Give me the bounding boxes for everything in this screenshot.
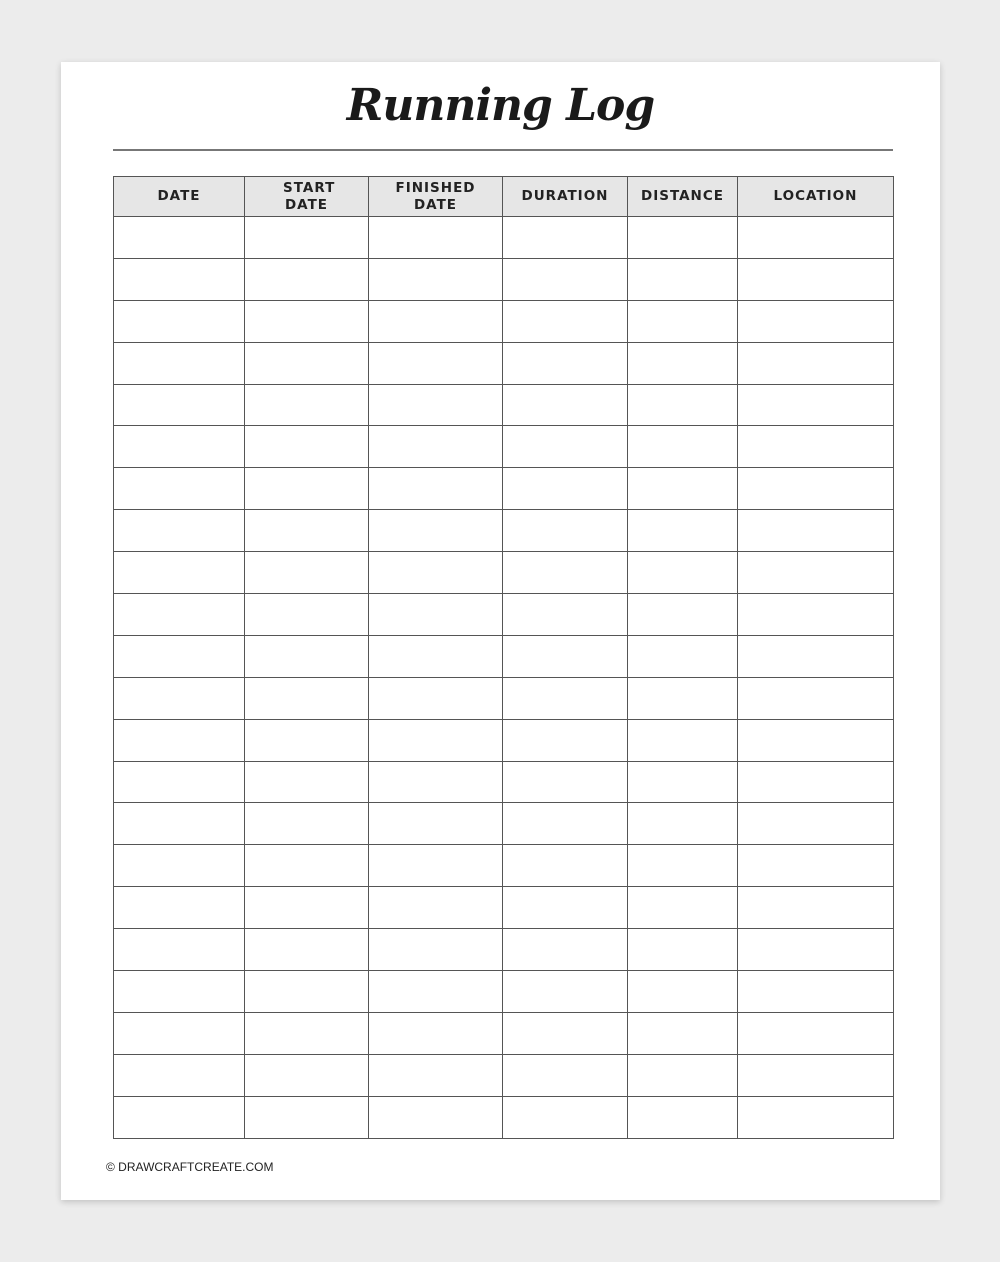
table-cell[interactable] bbox=[503, 929, 628, 971]
table-row bbox=[114, 887, 894, 929]
table-cell[interactable] bbox=[738, 342, 894, 384]
table-cell[interactable] bbox=[245, 635, 369, 677]
table-cell[interactable] bbox=[245, 845, 369, 887]
table-cell[interactable] bbox=[738, 384, 894, 426]
table-cell[interactable] bbox=[369, 635, 503, 677]
table-cell[interactable] bbox=[245, 677, 369, 719]
table-cell[interactable] bbox=[369, 217, 503, 259]
table-cell[interactable] bbox=[114, 342, 245, 384]
table-cell[interactable] bbox=[738, 887, 894, 929]
table-cell[interactable] bbox=[738, 217, 894, 259]
table-cell[interactable] bbox=[245, 887, 369, 929]
column-header-finished-date: FINISHED DATE bbox=[369, 177, 503, 217]
table-cell[interactable] bbox=[628, 217, 738, 259]
table-cell[interactable] bbox=[503, 1054, 628, 1096]
table-cell[interactable] bbox=[503, 1096, 628, 1138]
table-cell[interactable] bbox=[369, 342, 503, 384]
table-cell[interactable] bbox=[369, 1012, 503, 1054]
table-cell[interactable] bbox=[503, 426, 628, 468]
table-cell[interactable] bbox=[738, 971, 894, 1013]
table-cell[interactable] bbox=[114, 552, 245, 594]
table-row bbox=[114, 384, 894, 426]
table-cell[interactable] bbox=[503, 971, 628, 1013]
table-cell[interactable] bbox=[114, 803, 245, 845]
table-row bbox=[114, 761, 894, 803]
table-cell[interactable] bbox=[245, 384, 369, 426]
table-cell[interactable] bbox=[503, 677, 628, 719]
table-cell[interactable] bbox=[369, 803, 503, 845]
running-log-table bbox=[113, 176, 894, 1139]
title-divider bbox=[113, 149, 893, 151]
table-cell[interactable] bbox=[628, 1012, 738, 1054]
table-cell[interactable] bbox=[503, 761, 628, 803]
table-cell[interactable] bbox=[628, 1054, 738, 1096]
table-cell[interactable] bbox=[369, 677, 503, 719]
column-header-date: DATE bbox=[114, 177, 245, 217]
table-cell[interactable] bbox=[628, 594, 738, 636]
table-cell[interactable] bbox=[628, 929, 738, 971]
page-title: Running Log bbox=[346, 80, 655, 131]
table-cell[interactable] bbox=[738, 719, 894, 761]
table-cell[interactable] bbox=[245, 1054, 369, 1096]
table-cell[interactable] bbox=[369, 1096, 503, 1138]
table-cell[interactable] bbox=[628, 426, 738, 468]
table-cell[interactable] bbox=[369, 719, 503, 761]
table-cell[interactable] bbox=[503, 887, 628, 929]
table-cell[interactable] bbox=[628, 719, 738, 761]
table-cell[interactable] bbox=[628, 384, 738, 426]
table-row bbox=[114, 258, 894, 300]
table-row bbox=[114, 552, 894, 594]
table-cell[interactable] bbox=[738, 426, 894, 468]
table-cell[interactable] bbox=[114, 594, 245, 636]
table-cell[interactable] bbox=[245, 426, 369, 468]
table-row bbox=[114, 426, 894, 468]
table-cell[interactable] bbox=[114, 426, 245, 468]
copyright-footer: © DRAWCRAFTCREATE.COM bbox=[106, 1160, 274, 1174]
column-header-distance: DISTANCE bbox=[628, 177, 738, 217]
table-row bbox=[114, 971, 894, 1013]
table-cell[interactable] bbox=[738, 803, 894, 845]
table-cell[interactable] bbox=[503, 258, 628, 300]
table-cell[interactable] bbox=[369, 384, 503, 426]
column-header-start-date: START DATE bbox=[245, 177, 369, 217]
table-cell[interactable] bbox=[738, 1096, 894, 1138]
table-cell[interactable] bbox=[628, 300, 738, 342]
table-row bbox=[114, 1054, 894, 1096]
table-cell[interactable] bbox=[628, 552, 738, 594]
table-cell[interactable] bbox=[245, 217, 369, 259]
table-row bbox=[114, 1096, 894, 1138]
header-row bbox=[114, 177, 894, 217]
table-cell[interactable] bbox=[114, 719, 245, 761]
table-cell[interactable] bbox=[738, 258, 894, 300]
table-cell[interactable] bbox=[628, 635, 738, 677]
table-cell[interactable] bbox=[503, 803, 628, 845]
table-cell[interactable] bbox=[503, 217, 628, 259]
table-row bbox=[114, 342, 894, 384]
table-cell[interactable] bbox=[114, 1096, 245, 1138]
table-cell[interactable] bbox=[628, 510, 738, 552]
column-header-location: LOCATION bbox=[738, 177, 894, 217]
table-row bbox=[114, 1012, 894, 1054]
table-cell[interactable] bbox=[114, 1054, 245, 1096]
table-cell[interactable] bbox=[503, 342, 628, 384]
table-cell[interactable] bbox=[628, 887, 738, 929]
table-cell[interactable] bbox=[114, 510, 245, 552]
table-cell[interactable] bbox=[369, 971, 503, 1013]
table-cell[interactable] bbox=[628, 677, 738, 719]
table-cell[interactable] bbox=[114, 677, 245, 719]
table-cell[interactable] bbox=[369, 1054, 503, 1096]
table-cell[interactable] bbox=[503, 1012, 628, 1054]
table-cell[interactable] bbox=[114, 887, 245, 929]
table-cell[interactable] bbox=[628, 468, 738, 510]
table-cell[interactable] bbox=[245, 761, 369, 803]
table-cell[interactable] bbox=[503, 510, 628, 552]
table-cell[interactable] bbox=[114, 971, 245, 1013]
table-cell[interactable] bbox=[628, 258, 738, 300]
table-cell[interactable] bbox=[369, 300, 503, 342]
table-row bbox=[114, 510, 894, 552]
table-cell[interactable] bbox=[503, 384, 628, 426]
table-cell[interactable] bbox=[245, 300, 369, 342]
table-cell[interactable] bbox=[738, 594, 894, 636]
table-row bbox=[114, 845, 894, 887]
table-cell[interactable] bbox=[245, 971, 369, 1013]
table-cell[interactable] bbox=[738, 845, 894, 887]
table-cell[interactable] bbox=[628, 342, 738, 384]
table-cell[interactable] bbox=[503, 845, 628, 887]
table-cell[interactable] bbox=[503, 719, 628, 761]
table-cell[interactable] bbox=[738, 300, 894, 342]
table-cell[interactable] bbox=[245, 468, 369, 510]
table-cell[interactable] bbox=[245, 929, 369, 971]
table-cell[interactable] bbox=[628, 803, 738, 845]
table-cell[interactable] bbox=[369, 761, 503, 803]
table-cell[interactable] bbox=[114, 635, 245, 677]
table-cell[interactable] bbox=[114, 761, 245, 803]
table-row bbox=[114, 677, 894, 719]
table-row bbox=[114, 803, 894, 845]
table-cell[interactable] bbox=[369, 552, 503, 594]
table-cell[interactable] bbox=[245, 342, 369, 384]
table-cell[interactable] bbox=[503, 635, 628, 677]
table-cell[interactable] bbox=[245, 594, 369, 636]
table-cell[interactable] bbox=[245, 258, 369, 300]
table-cell[interactable] bbox=[503, 594, 628, 636]
table-cell[interactable] bbox=[369, 845, 503, 887]
table-cell[interactable] bbox=[738, 510, 894, 552]
table-cell[interactable] bbox=[245, 719, 369, 761]
table-cell[interactable] bbox=[503, 552, 628, 594]
table-cell[interactable] bbox=[369, 887, 503, 929]
table-cell[interactable] bbox=[245, 1012, 369, 1054]
table-cell[interactable] bbox=[628, 845, 738, 887]
table-cell[interactable] bbox=[245, 510, 369, 552]
table-cell[interactable] bbox=[503, 300, 628, 342]
table-row bbox=[114, 635, 894, 677]
table-cell[interactable] bbox=[738, 1012, 894, 1054]
table-cell[interactable] bbox=[114, 845, 245, 887]
table-cell[interactable] bbox=[114, 384, 245, 426]
table-cell[interactable] bbox=[628, 1096, 738, 1138]
table-cell[interactable] bbox=[369, 468, 503, 510]
table-row bbox=[114, 594, 894, 636]
table-cell[interactable] bbox=[503, 468, 628, 510]
table-cell[interactable] bbox=[114, 468, 245, 510]
table-cell[interactable] bbox=[114, 300, 245, 342]
table-cell[interactable] bbox=[369, 510, 503, 552]
table-cell[interactable] bbox=[738, 761, 894, 803]
table-cell[interactable] bbox=[245, 1096, 369, 1138]
table-cell[interactable] bbox=[628, 761, 738, 803]
column-header-duration: DURATION bbox=[503, 177, 628, 217]
table-cell[interactable] bbox=[114, 217, 245, 259]
table-cell[interactable] bbox=[628, 971, 738, 1013]
table-cell[interactable] bbox=[114, 929, 245, 971]
table-cell[interactable] bbox=[369, 258, 503, 300]
table-row bbox=[114, 217, 894, 259]
table-cell[interactable] bbox=[245, 803, 369, 845]
table-row bbox=[114, 468, 894, 510]
table-row bbox=[114, 719, 894, 761]
table-cell[interactable] bbox=[738, 677, 894, 719]
table-cell[interactable] bbox=[738, 929, 894, 971]
table-cell[interactable] bbox=[369, 426, 503, 468]
table-cell[interactable] bbox=[114, 258, 245, 300]
table-cell[interactable] bbox=[738, 1054, 894, 1096]
table-cell[interactable] bbox=[245, 552, 369, 594]
table-cell[interactable] bbox=[738, 552, 894, 594]
table-cell[interactable] bbox=[114, 1012, 245, 1054]
table-row bbox=[114, 300, 894, 342]
table-cell[interactable] bbox=[738, 468, 894, 510]
table-cell[interactable] bbox=[369, 594, 503, 636]
table-cell[interactable] bbox=[738, 635, 894, 677]
table-cell[interactable] bbox=[369, 929, 503, 971]
table-row bbox=[114, 929, 894, 971]
log-page bbox=[61, 62, 940, 1200]
